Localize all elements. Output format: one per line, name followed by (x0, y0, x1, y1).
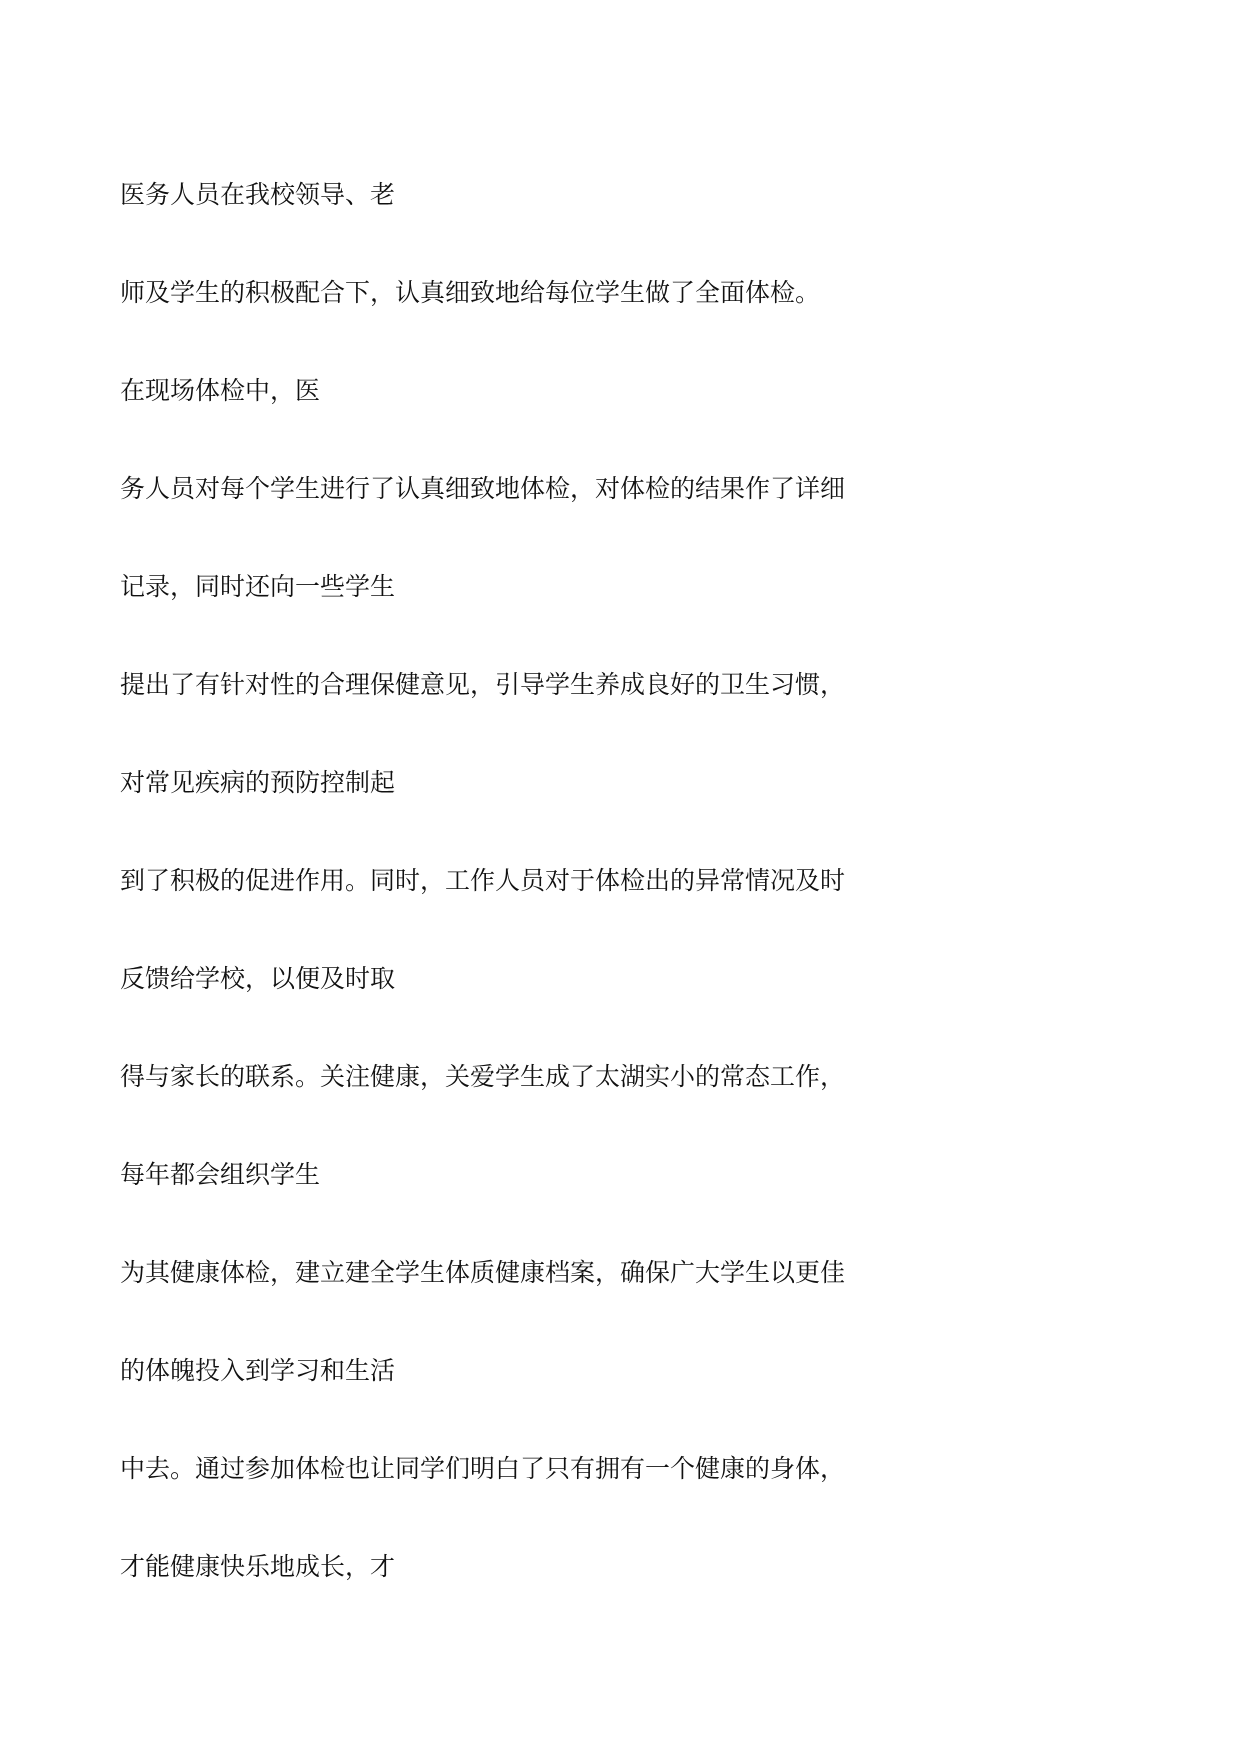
text-line: 中去。通过参加体检也让同学们明白了只有拥有一个健康的身体， (120, 1454, 846, 1483)
text-line: 的体魄投入到学习和生活 (120, 1356, 396, 1385)
text-line: 每年都会组织学生 (120, 1160, 321, 1189)
text-line: 务人员对每个学生进行了认真细致地体检，对体检的结果作了详细 (120, 474, 846, 503)
text-line: 才能健康快乐地成长，才 (120, 1552, 396, 1581)
text-line: 提出了有针对性的合理保健意见，引导学生养成良好的卫生习惯， (120, 670, 846, 699)
text-line: 得与家长的联系。关注健康，关爱学生成了太湖实小的常态工作， (120, 1062, 846, 1091)
text-line: 医务人员在我校领导、老 (120, 180, 396, 209)
text-line: 反馈给学校，以便及时取 (120, 964, 396, 993)
text-line: 记录，同时还向一些学生 (120, 572, 396, 601)
text-line: 在现场体检中，医 (120, 376, 321, 405)
text-line: 到了积极的促进作用。同时，工作人员对于体检出的异常情况及时 (120, 866, 846, 895)
text-line: 为其健康体检，建立建全学生体质健康档案，确保广大学生以更佳 (120, 1258, 846, 1287)
document-body (120, 174, 1120, 1644)
text-line: 师及学生的积极配合下，认真细致地给每位学生做了全面体检。 (120, 278, 821, 307)
text-line: 对常见疾病的预防控制起 (120, 768, 396, 797)
